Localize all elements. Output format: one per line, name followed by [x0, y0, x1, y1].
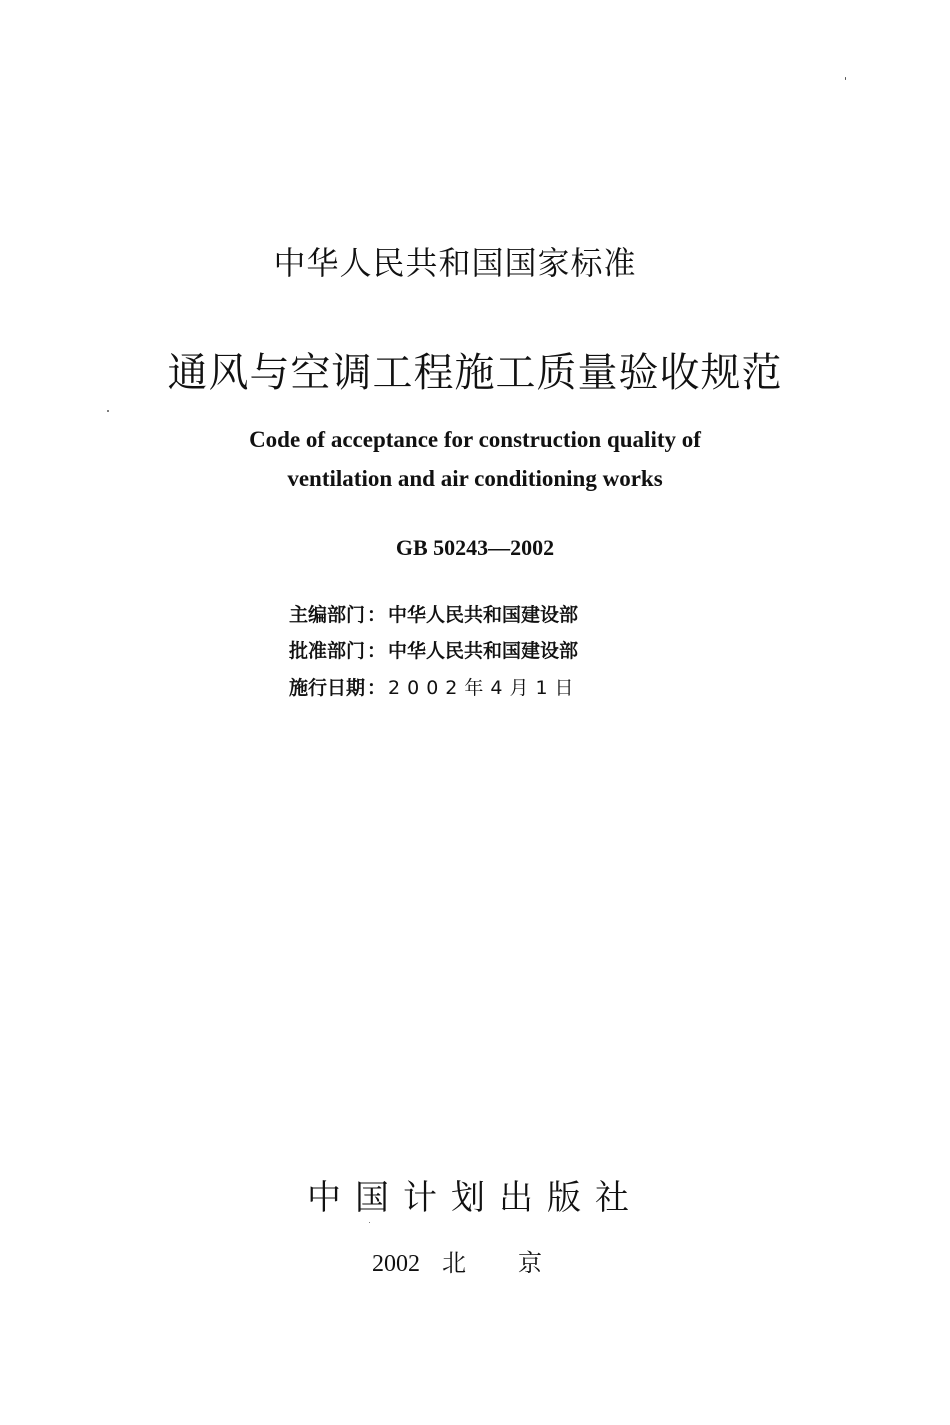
effective-date-row	[289, 673, 581, 700]
approver-row	[289, 636, 578, 663]
scan-speck	[845, 77, 846, 80]
editor-row	[289, 600, 578, 627]
editor-separator: ：	[367, 604, 387, 626]
approver-separator: ：	[367, 640, 387, 662]
standard-label: 中华人民共和国国家标准	[273, 244, 637, 282]
approver-value: 中华人民共和国建设部	[388, 640, 579, 662]
publisher-name: 中国计划出版社	[307, 1178, 643, 1218]
english-title-line-2: ventilation and air conditioning works	[287, 466, 663, 491]
editor-value: 中华人民共和国建设部	[388, 604, 579, 626]
english-title-line-1: Code of acceptance for construction quality of	[249, 427, 701, 452]
scan-speck	[107, 410, 109, 412]
imprint-city: 北京	[442, 1249, 594, 1277]
effective-date-separator: ：	[367, 677, 387, 699]
standard-code: GB 50243—2002	[395, 535, 555, 560]
approver-label: 批准部门	[289, 640, 366, 662]
chinese-title: 通风与空调工程施工质量验收规范	[167, 350, 783, 396]
editor-label: 主编部门	[289, 604, 366, 626]
effective-date-label: 施行日期	[289, 677, 366, 699]
imprint	[372, 1243, 594, 1278]
imprint-year: 2002	[372, 1251, 420, 1277]
effective-date-value: 2002年4月1日	[388, 677, 581, 699]
scan-speck	[369, 1222, 370, 1223]
